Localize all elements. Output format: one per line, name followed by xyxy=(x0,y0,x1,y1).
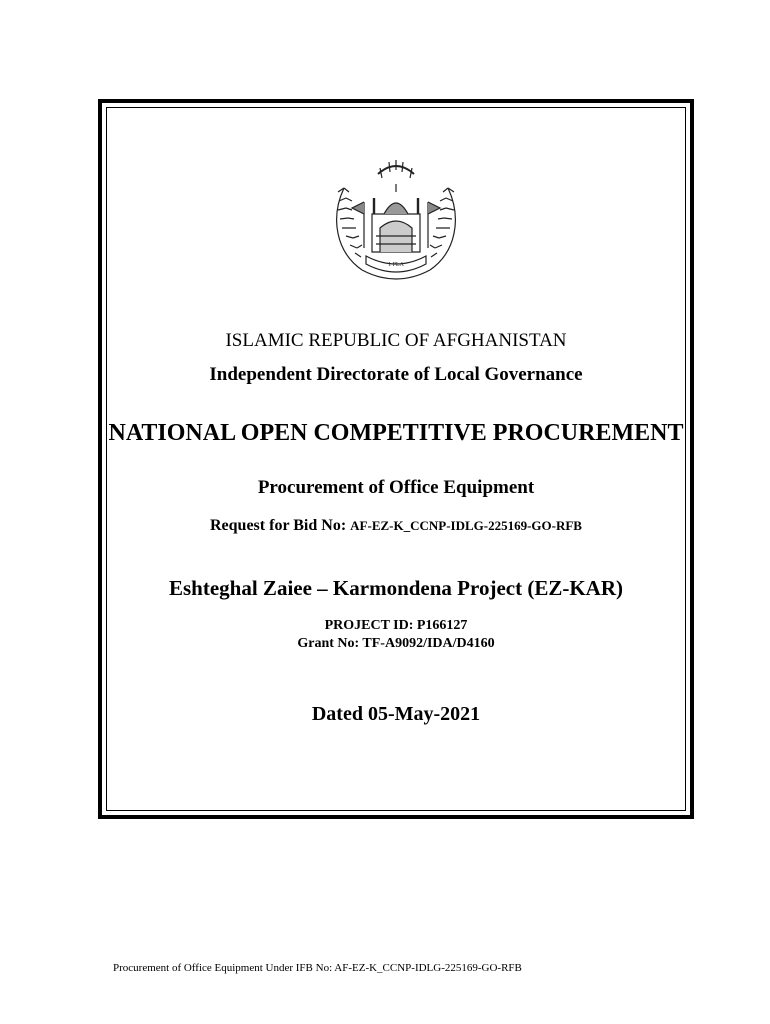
project-name: Eshteghal Zaiee – Karmondena Project (EZ-KAR) xyxy=(169,576,623,600)
country-name: ISLAMIC REPUBLIC OF AFGHANISTAN xyxy=(225,330,567,351)
document-date: Dated 05-May-2021 xyxy=(311,703,481,725)
procurement-subject: Procurement of Office Equipment xyxy=(257,477,535,498)
rfb-label: Request for Bid No: xyxy=(210,517,347,534)
page-footer: Procurement of Office Equipment Under IFB No: AF-EZ-K_CCNP-IDLG-225169-GO-RFB xyxy=(113,962,522,974)
national-emblem-icon xyxy=(322,152,470,288)
procurement-type-title: NATIONAL OPEN COMPETITIVE PROCUREMENT xyxy=(108,420,684,446)
request-for-bid xyxy=(98,517,694,535)
rfb-number: AF-EZ-K_CCNP-IDLG-225169-GO-RFB xyxy=(350,518,582,533)
project-id: PROJECT ID: P166127 xyxy=(324,618,468,633)
grant-number: Grant No: TF-A9092/IDA/D4160 xyxy=(297,636,495,651)
emblem-ribbon-text: 1 PLA xyxy=(388,262,404,268)
directorate-name: Independent Directorate of Local Governance xyxy=(209,364,583,385)
